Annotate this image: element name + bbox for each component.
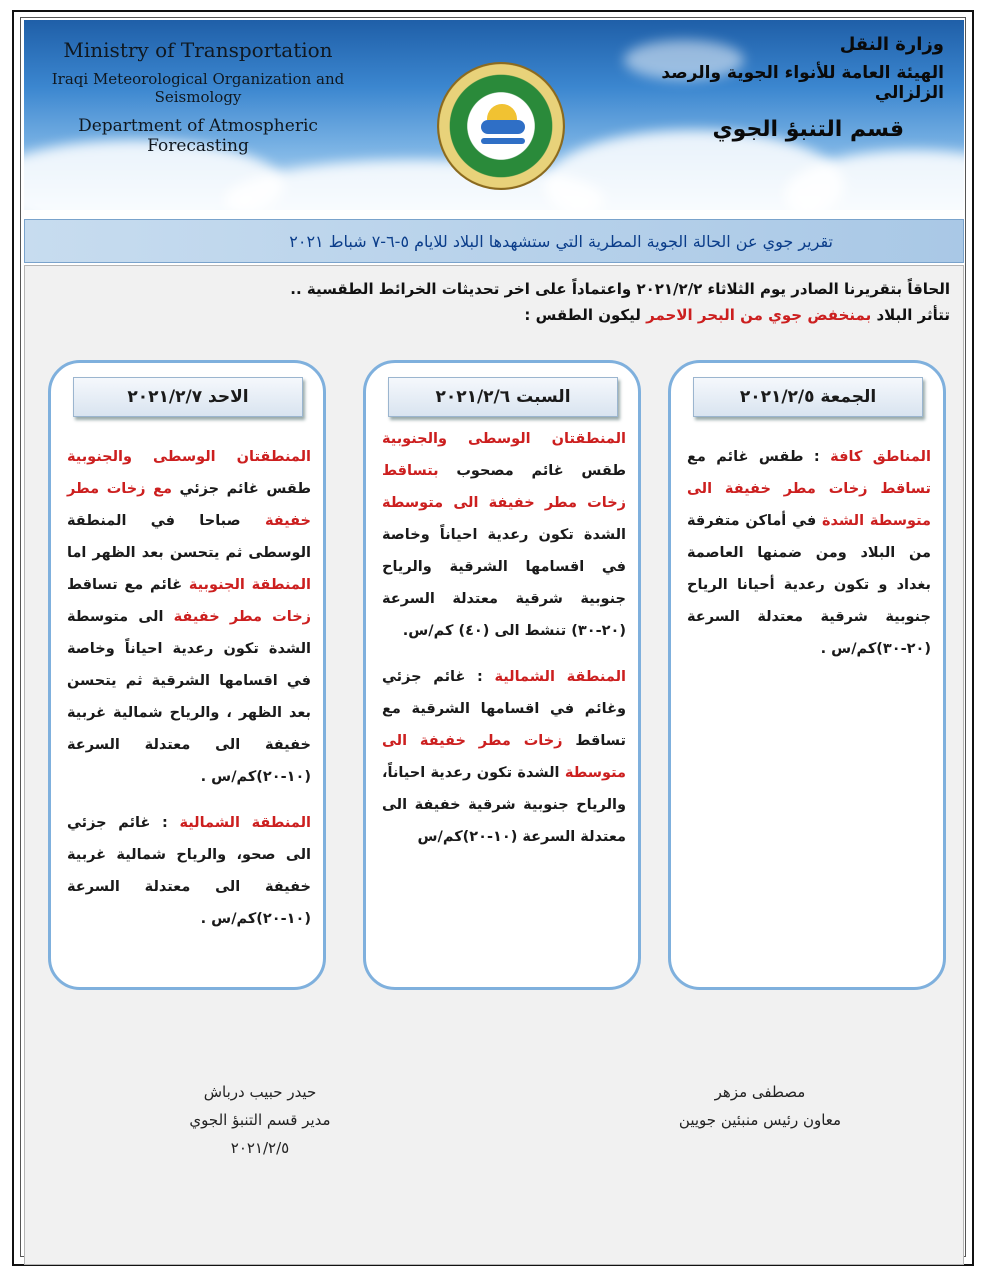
- forecast-paragraph: [687, 441, 931, 665]
- intro-line-2-start: تتأثر البلاد: [871, 306, 950, 324]
- department-name-ar: قسم التنبؤ الجوي: [712, 117, 904, 142]
- signatory-name: حيدر حبيب درباش: [203, 1083, 317, 1101]
- forecast-card-day-3: [48, 360, 326, 990]
- signature-date: ٢٠٢١/٢/٥: [230, 1139, 290, 1157]
- report-title-bar: [24, 219, 964, 263]
- body-text: : غائم جزئي الى صحو، والرياح شمالية غربية خفيفة الى معتدلة السرعة (١٠-٢٠)كم/س .: [67, 815, 311, 927]
- signatory-title: مدير قسم التنبؤ الجوي: [189, 1111, 331, 1129]
- report-title: تقرير جوي عن الحالة الجوية المطرية التي ستشهدها البلاد للايام ٥-٦-٧ شباط ٢٠٢١: [289, 231, 833, 251]
- forecast-card-day-2: [363, 360, 641, 990]
- body-text: : غائم جزئي وغائم في اقسامها الشرقية مع تساقط: [382, 669, 626, 749]
- body-text: الشدة تكون رعدية احياناً، والرياح جنوبية شرقية خفيفة الى معتدلة السرعة (١٠-٢٠)كم/س: [382, 765, 626, 845]
- highlighted-text: المنطقتان الوسطى والجنوبية: [67, 449, 311, 465]
- department-name-en: Department of Atmospheric Forecasting: [78, 116, 318, 156]
- body-text: الشدة تكون رعدية احياناً وخاصة في اقسامها الشرقية والرياح جنوبية شرقية معتدلة السرعة (٢٠-٣٠) تنشط الى (٤٠) كم/س.: [382, 527, 626, 639]
- body-text: غائم مع تساقط: [67, 577, 189, 593]
- forecast-paragraph: [67, 807, 311, 935]
- forecast-paragraph: [67, 441, 311, 793]
- card-heading: الجمعة ٢٠٢١/٢/٥: [693, 377, 923, 417]
- card-body: [382, 423, 626, 867]
- organization-name-ar: الهيئة العامة للأنواء الجوية والرصد الزلزالي: [661, 63, 944, 103]
- sun-icon: [487, 104, 517, 120]
- highlighted-text: زخات مطر خفيفة الى متوسطة: [382, 733, 626, 781]
- intro-text: [50, 280, 950, 332]
- highlighted-text: المنطقتان الوسطى والجنوبية: [382, 431, 626, 447]
- ministry-name-en: Ministry of Transportation: [63, 38, 333, 62]
- body-text: : طقس غائم مع: [687, 449, 831, 465]
- highlighted-text: زخات مطر خفيفة: [173, 609, 311, 625]
- body-text: صباحا في المنطقة الوسطى ثم يتحسن بعد الظهر اما: [67, 513, 311, 561]
- highlighted-text: المناطق كافة: [830, 449, 931, 465]
- signatory-name: مصطفى مزهر: [714, 1083, 806, 1101]
- highlighted-text: تساقط زخات مطر خفيفة الى متوسطة الشدة: [687, 481, 931, 529]
- highlighted-text: المنطقة الشمالية: [179, 815, 311, 831]
- organization-name-en: Iraqi Meteorological Organization and Seismology: [51, 70, 345, 106]
- wave-icon: [481, 138, 525, 144]
- card-heading: الاحد ٢٠٢١/٢/٧: [73, 377, 303, 417]
- cloud-icon: [481, 120, 525, 134]
- ministry-name-ar: وزارة النقل: [839, 34, 944, 55]
- intro-line-2-end: ليكون الطقس :: [524, 306, 647, 324]
- highlighted-text: بتساقط زخات مطر خفيفة الى متوسطة: [382, 463, 626, 511]
- forecast-paragraph: [382, 661, 626, 853]
- signatory-title: معاون رئيس منبئين جويين: [678, 1111, 842, 1129]
- card-body: [67, 441, 311, 949]
- highlighted-text: المنطقة الشمالية: [494, 669, 626, 685]
- body-text: الى متوسطة الشدة تكون رعدية احياناً وخاصة في اقسامها الشرقية ثم يتحسن بعد الظهر ، والرياح شمالية غربية خفيفة الى معتدلة السرعة (١٠-٢٠)كم/س .: [67, 609, 311, 785]
- signature-left: [140, 1078, 380, 1162]
- signature-right: [640, 1078, 880, 1134]
- intro-line-2-highlight: بمنخفض جوي من البحر الاحمر: [646, 306, 872, 324]
- intro-line-2: [50, 306, 950, 324]
- english-letterhead: [38, 38, 358, 156]
- card-heading: السبت ٢٠٢١/٢/٦: [388, 377, 618, 417]
- highlighted-text: المنطقة الجنوبية: [188, 577, 311, 593]
- organization-seal-icon: [437, 62, 565, 190]
- body-text: طقس غائم جزئي: [171, 481, 311, 497]
- forecast-card-day-1: [668, 360, 946, 990]
- intro-line-1: الحاقاً بتقريرنا الصادر يوم الثلاثاء ٢٠٢١/٢/٢ واعتماداً على اخر تحديثات الخرائط الطقسية ..: [290, 280, 950, 298]
- body-text: طقس غائم مصحوب: [438, 463, 626, 479]
- body-text: في أماكن متفرقة من البلاد ومن ضمنها العاصمة بغداد و تكون رعدية أحيانا الرياح جنوبية شرقية معتدلة السرعة (٢٠-٣٠)كم/س .: [687, 513, 931, 657]
- card-body: [687, 441, 931, 679]
- arabic-letterhead: [604, 34, 944, 142]
- highlighted-text: مع زخات مطر خفيفة: [67, 481, 311, 529]
- forecast-paragraph: [382, 423, 626, 647]
